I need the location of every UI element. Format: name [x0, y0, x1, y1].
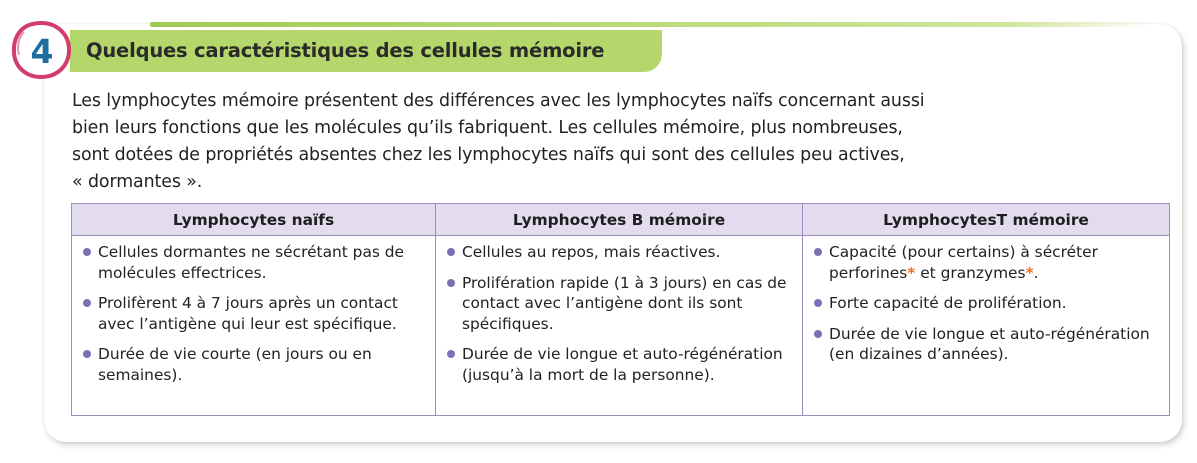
list-item-text: Cellules au repos, mais réactives.	[462, 243, 721, 261]
intro-line: Les lymphocytes mémoire présentent des différences avec les lymphocytes naïfs concernant aussi	[72, 91, 925, 111]
list-item	[444, 344, 794, 385]
bullet-icon	[447, 350, 455, 358]
bullet-icon	[83, 299, 91, 307]
b-memory-list	[444, 242, 794, 385]
bullet-icon	[83, 350, 91, 358]
bullet-icon	[447, 279, 455, 287]
bullet-icon	[447, 248, 455, 256]
list-item-text	[829, 243, 1098, 282]
bullet-icon	[814, 248, 822, 256]
intro-line: bien leurs fonctions que les molécules qu’ils fabriquent. Les cellules mémoire, plus nombreuses,	[72, 118, 903, 138]
column-header-t-memory: LymphocytesT mémoire	[803, 204, 1170, 236]
section-title: Quelques caractéristiques des cellules mémoire	[86, 39, 605, 62]
bullet-icon	[814, 330, 822, 338]
section-number: 4	[30, 31, 54, 71]
list-item-text: Durée de vie longue et auto-régénération (jusqu’à la mort de la personne).	[462, 345, 783, 384]
list-item	[444, 242, 794, 263]
list-item-text: Durée de vie longue et auto-régénération (en dizaines d’années).	[829, 324, 1150, 363]
list-item-text: Prolifèrent 4 à 7 jours après un contact avec l’antigène qui leur est spécifique.	[98, 294, 398, 333]
list-item	[811, 324, 1161, 365]
intro-paragraph	[72, 88, 1012, 196]
table-row	[72, 236, 1170, 416]
column-header-naive: Lymphocytes naïfs	[72, 204, 436, 236]
table-header-row	[72, 204, 1170, 236]
t-memory-list	[811, 242, 1161, 365]
list-item-text: Durée de vie courte (en jours ou en semaines).	[98, 345, 372, 384]
list-item	[80, 242, 427, 283]
top-accent-line	[150, 22, 1154, 27]
list-item-text: Forte capacité de prolifération.	[829, 294, 1067, 312]
list-item	[80, 293, 427, 334]
bullet-icon	[83, 248, 91, 256]
list-item-text: Cellules dormantes ne sécrétant pas de molécules effectrices.	[98, 243, 405, 282]
bullet-icon	[814, 299, 822, 307]
cell-t-memory	[803, 236, 1170, 416]
list-item-text-part: .	[1033, 263, 1039, 282]
list-item-text: Prolifération rapide (1 à 3 jours) en cas de contact avec l’antigène dont ils sont spécifiques.	[462, 273, 787, 333]
footnote-star: *	[1025, 263, 1034, 282]
list-item-text-part: Capacité (pour certains) à sécréter perforines	[829, 243, 1098, 282]
list-item-text-part: et granzymes	[915, 263, 1026, 282]
list-item	[80, 344, 427, 385]
naive-list	[80, 242, 427, 385]
cell-naive	[72, 236, 436, 416]
intro-line: « dormantes ».	[72, 172, 203, 192]
cell-b-memory	[436, 236, 803, 416]
intro-line: sont dotées de propriétés absentes chez les lymphocytes naïfs qui sont des cellules peu actives,	[72, 145, 905, 165]
list-item	[811, 242, 1161, 283]
column-header-b-memory: Lymphocytes B mémoire	[436, 204, 803, 236]
comparison-table	[71, 203, 1170, 416]
list-item	[811, 293, 1161, 314]
footnote-star: *	[907, 263, 916, 282]
list-item	[444, 273, 794, 335]
